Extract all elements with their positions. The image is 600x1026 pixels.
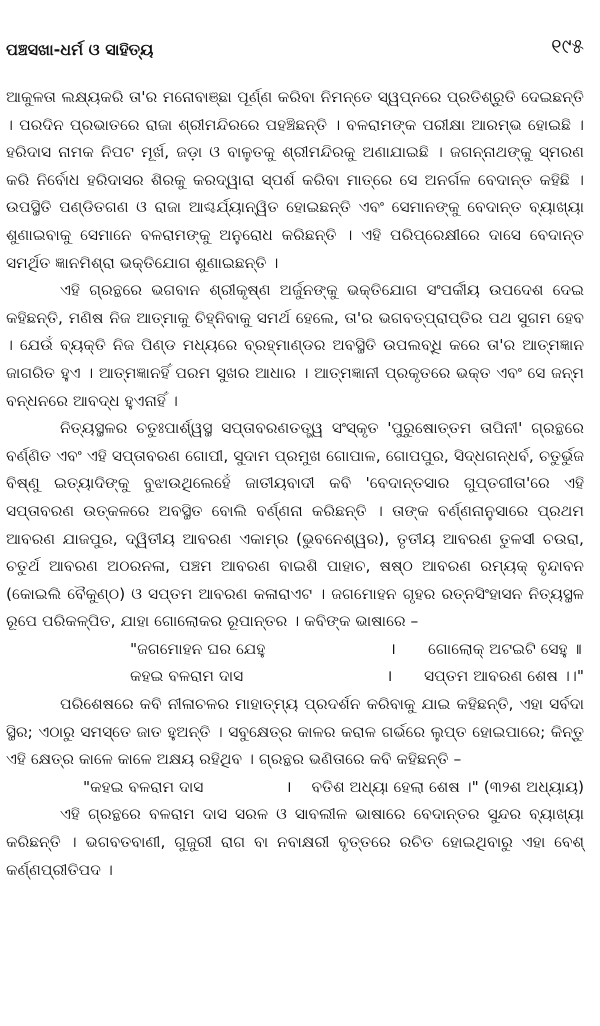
page-header bbox=[6, 34, 584, 68]
verse-quote-2 bbox=[6, 774, 584, 802]
verse-line-first-half: କହଇ ବଳରାମ ଦାସ bbox=[130, 667, 244, 686]
verse-line bbox=[83, 774, 584, 802]
verse-line bbox=[130, 663, 584, 691]
paragraph-2: ଏହି ଗ୍ରନ୍ଥରେ ଭଗବାନ ଶ୍ରୀକୃଷ୍ଣ ଅର୍ଜୁନଙ୍କୁ ଭକ୍ତିଯୋଗ ସଂପର୍କୀୟ ଉପଦେଶ ଦେଇ କହିଛନ୍ତି, ମଣିଷ ନିଜ ଆତ୍ମାକୁ ଚିହ୍ନିବାକୁ ସମର୍ଥ ହେଲେ, ତା'ର ଭଗବତ୍‌ପ୍ରାପ୍ତିର ପଥ ସୁଗମ ହେବ । ଯେଉଁ ବ୍ୟକ୍ତି ନିଜ ପିଣ୍ଡ ମଧ୍ୟରେ ବ୍ରହ୍ମାଣ୍ଡର ଅବସ୍ଥିତି ଉପଲବ୍ଧି କରେ ତା'ର ଆତ୍ମଜ୍ଞାନ ଜାଗରିତ ହୁଏ । ଆତ୍ମଜ୍ଞାନହିଁ ପରମ ସୁଖର ଆଧାର । ଆତ୍ମଜ୍ଞାନୀ ପ୍ରକୃତରେ ଭକ୍ତ ଏବଂ ସେ ଜନ୍ମ ବନ୍ଧନରେ ଆବଦ୍ଧ ହୁଏନାହିଁ । bbox=[6, 281, 584, 410]
page-body bbox=[6, 84, 584, 884]
verse-line-second-half: ବତିଶ ଅଧ୍ୟା ହେଲା ଶେଷ ।" (୩୨ଶ ଅଧ୍ୟାୟ) bbox=[311, 777, 584, 796]
verse-line-second-half: ଗୋଲୋକ୍ ଅଟଇଟି ସେହୁ ॥ bbox=[428, 639, 582, 658]
paragraph-4: ପରିଶେଷରେ କବି ନୀଳାଚଳର ମାହାତ୍ମ୍ୟ ପ୍ରଦର୍ଶନ କରିବାକୁ ଯାଇ କହିଛନ୍ତି, ଏହା ସର୍ବଦା ସ୍ଥିର; ଏଠାରୁ ସମସ୍ତେ ଜାତ ହୁଅନ୍ତି । ସବୁକ୍ଷେତ୍ର କାଳର କରାଳ ଗର୍ଭରେ ଲୁପ୍ତ ହୋଇପାରେ; କିନ୍ତୁ ଏହି କ୍ଷେତ୍ର କାଳେ କାଳେ ଅକ୍ଷୟ ରହିଥିବ । ଗ୍ରନ୍ଥର ଭଣିତାରେ କବି କହିଛନ୍ତି – bbox=[6, 695, 584, 769]
running-title: ପଞ୍ଚସଖା-ଧର୍ମ ଓ ସାହିତ୍ୟ bbox=[6, 40, 154, 59]
paragraph-3: ନିତ୍ୟସ୍ଥଳର ଚତୁଃପାର୍ଶ୍ୱସ୍ଥ ସପ୍ତାବରଣତତ୍ତ୍ୱ ସଂସ୍କୃତ 'ପୁରୁଷୋତ୍ତମ ତାପିନୀ' ଗ୍ରନ୍ଥରେ ବର୍ଣ୍ଣିତ ଏବଂ ଏହି ସପ୍ତାବରଣ ଗୋପୀ, ସୁଦାମ ପ୍ରମୁଖ ଗୋପାଳ, ଗୋପପୁର, ସିଦ୍ଧଗନ୍ଧର୍ବ, ଚତୁର୍ଭୁଜ ବିଷ୍ଣୁ ଇତ୍ୟାଦିଙ୍କୁ ବୁଝାଉଥିଲେହେଁ ଜାତୀୟବାଦୀ କବି 'ବେଦାନ୍ତସାର ଗୁପ୍ତଗୀତା'ରେ ଏହି ସପ୍ତାବରଣ ଉତ୍କଳରେ ଅବସ୍ଥିତ ବୋଲି ବର୍ଣ୍ଣନା କରିଛନ୍ତି । ତାଙ୍କ ବର୍ଣ୍ଣନାନୁସାରେ ପ୍ରଥମ ଆବରଣ ଯାଜପୁର, ଦ୍ୱିତୀୟ ଆବରଣ ଏକାମ୍ର (ଭୁବନେଶ୍ୱର), ତୃତୀୟ ଆବରଣ ତୁଳସୀ ଚଉରା, ଚତୁର୍ଥ ଆବରଣ ଅଠରନଳା, ପଞ୍ଚମ ଆବରଣ ବାଇଶି ପାହାଚ, ଷଷ୍ଠ ଆବରଣ ରମ୍ୟକ୍ ବୃନ୍ଦାବନ (କୋଇଲି ବୈକୁଣ୍ଠ) ଓ ସପ୍ତମ ଆବରଣ କଳାରାଏଟ । ଜଗମୋହନ ଗୃହର ରତ୍ନସିଂହାସନ ନିତ୍ୟସ୍ଥଳ ରୂପେ ପରିକଳ୍ପିତ, ଯାହା ଗୋଲୋକର ରୂପାନ୍ତର । କବିଙ୍କ ଭାଷାରେ – bbox=[6, 419, 584, 631]
verse-line-second-half: ସପ୍ତମ ଆବରଣ ଶେଷ ।।" bbox=[424, 667, 584, 686]
verse-line bbox=[130, 636, 584, 664]
verse-separator: । bbox=[386, 667, 393, 686]
paragraph-5: ଏହି ଗ୍ରନ୍ଥରେ ବଳରାମ ଦାସ ସରଳ ଓ ସାବଲୀଳ ଭାଷାରେ ବେଦାନ୍ତର ସୁନ୍ଦର ବ୍ୟାଖ୍ୟା କରିଛନ୍ତି । ଭଗବତବାଣୀ, ଗୁଜୁରୀ ରାଗ ବା ନବାକ୍ଷରୀ ବୃତ୍ତରେ ରଚିତ ହୋଇଥିବାରୁ ଏହା ବେଶ୍ କର୍ଣ୍ଣପ୍ରୀତିପଦ । bbox=[6, 805, 584, 879]
verse-separator: । bbox=[390, 639, 396, 658]
page-number: ୧୯୫ bbox=[551, 34, 584, 58]
verse-line-first-half: "କହଇ ବଳରାମ ଦାସ bbox=[83, 777, 204, 796]
verse-separator: । bbox=[285, 777, 292, 796]
verse-line-first-half: "ଜଗମୋହନ ଘର ଯେହୁ bbox=[130, 639, 266, 658]
paragraph-1: ଆକୁଳତା ଲକ୍ଷ୍ୟକରି ତା'ର ମନୋବାଞ୍ଛା ପୂର୍ଣ୍ଣ କରିବା ନିମନ୍ତେ ସ୍ୱପ୍ନରେ ପ୍ରତିଶ୍ରୁତି ଦେଇଛନ୍ତି । ପରଦିନ ପ୍ରଭାତରେ ରାଜା ଶ୍ରୀମନ୍ଦିରରେ ପହଞ୍ଚିଛନ୍ତି । ବଳରାମଙ୍କ ପରୀକ୍ଷା ଆରମ୍ଭ ହୋଇଛି । ହରିଦାସ ନାମକ ନିପଟ ମୂର୍ଖ, ଜଡ଼ା ଓ ବାଳୁତକୁ ଶ୍ରୀମନ୍ଦିରକୁ ଅଣାଯାଇଛି । ଜଗନ୍ନାଥଙ୍କୁ ସ୍ମରଣ କରି ନିର୍ବୋଧ ହରିଦାସର ଶିରକୁ କରଦ୍ୱାରା ସ୍ପର୍ଶ କରିବା ମାତ୍ରେ ସେ ଅନର୍ଗଳ ବେଦାନ୍ତ କହିଛି । ଉପସ୍ଥିତି ପଣ୍ଡିତଗଣ ଓ ରାଜା ଆଶ୍ଚର୍ଯ୍ୟାନ୍ୱିତ ହୋଇଛନ୍ତି ଏବଂ ସେମାନଙ୍କୁ ବେଦାନ୍ତ ବ୍ୟାଖ୍ୟା ଶୁଣାଇବାକୁ ସେମାନେ ବଳରାମଙ୍କୁ ଅନୁରୋଧ କରିଛନ୍ତି । ଏହି ପରିପ୍ରେକ୍ଷୀରେ ଦାସେ ବେଦାନ୍ତ ସମର୍ଥିତ ଜ୍ଞାନମିଶ୍ରା ଭକ୍ତିଯୋଗ ଶୁଣାଇଛନ୍ତି । bbox=[6, 88, 584, 272]
verse-quote-1 bbox=[6, 636, 584, 691]
